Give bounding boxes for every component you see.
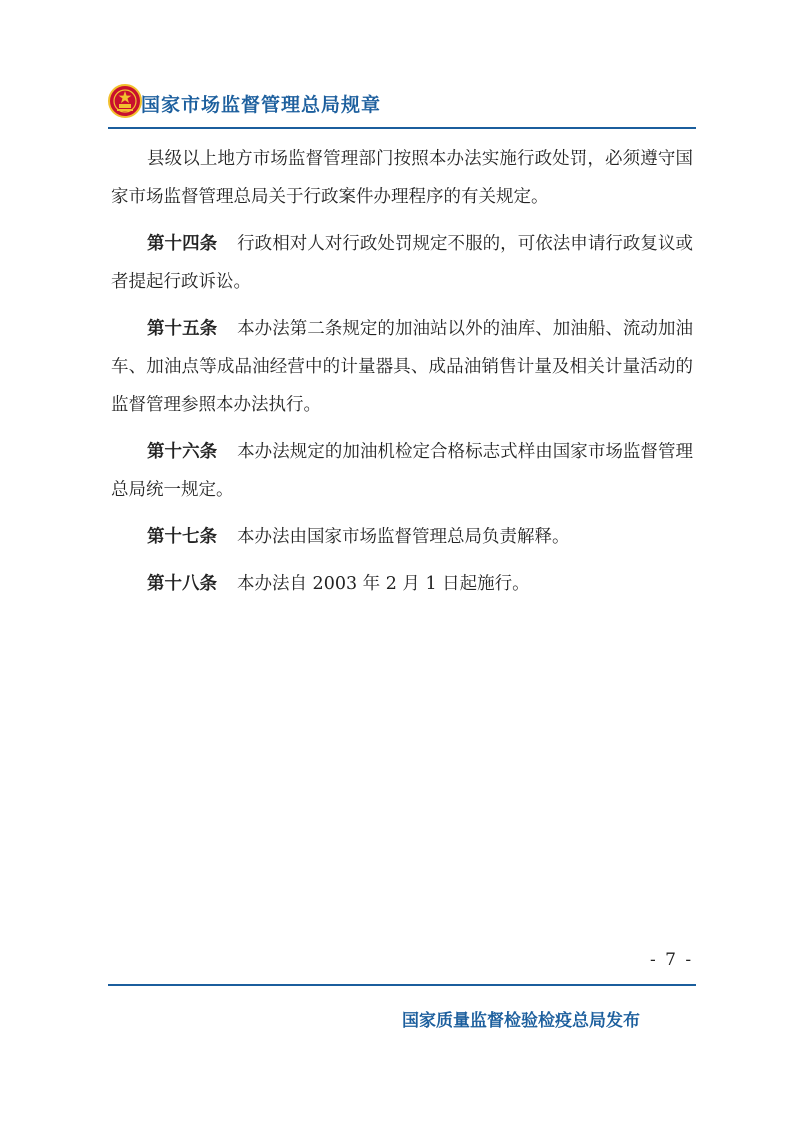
article-text: 行政相对人对行政处罚规定不服的，可依法申请行政复议或者提起行政诉讼。	[111, 234, 694, 292]
paragraph	[111, 140, 693, 216]
article-number: 第十五条	[147, 319, 218, 339]
paragraph-text: 县级以上地方市场监督管理部门按照本办法实施行政处罚，必须遵守国家市场监督管理总局关于行政案件办理程序的有关规定。	[111, 149, 693, 207]
article-number: 第十七条	[147, 527, 217, 547]
article-text: 本办法自 2003 年 2 月 1 日起施行。	[237, 574, 530, 594]
national-emblem-icon	[108, 84, 142, 118]
article-17	[111, 518, 693, 556]
article-number: 第十八条	[147, 574, 217, 594]
article-text: 本办法由国家市场监督管理总局负责解释。	[237, 527, 570, 547]
article-text: 本办法规定的加油机检定合格标志式样由国家市场监督管理总局统一规定。	[111, 442, 694, 500]
article-15	[111, 310, 693, 424]
article-16	[111, 433, 693, 509]
article-18	[111, 565, 693, 603]
footer-publisher: 国家质量监督检验检疫总局发布	[402, 1011, 640, 1031]
article-text: 本办法第二条规定的加油站以外的油库、加油船、流动加油车、加油点等成品油经营中的计量器具、成品油销售计量及相关计量活动的监督管理参照本办法执行。	[111, 319, 694, 415]
page-header	[108, 84, 698, 120]
page-number: - 7 -	[650, 950, 694, 970]
header-title: 国家市场监督管理总局规章	[141, 94, 382, 116]
header-divider	[108, 127, 696, 129]
article-14	[111, 225, 693, 301]
article-number: 第十四条	[147, 234, 218, 254]
document-body	[111, 140, 693, 612]
footer-divider	[108, 984, 696, 986]
article-number: 第十六条	[147, 442, 218, 462]
